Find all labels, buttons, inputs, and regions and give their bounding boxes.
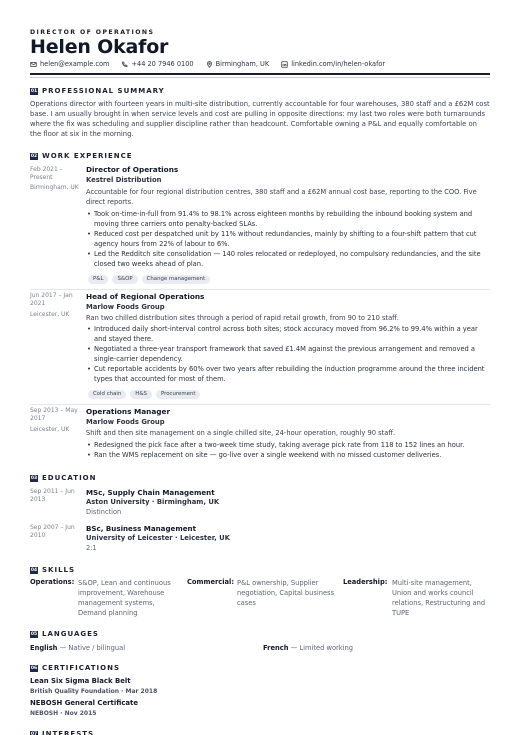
section-title: PROFESSIONAL SUMMARY — [42, 87, 165, 95]
experience-heading — [30, 152, 133, 160]
skill-tag: Cold chain — [88, 390, 126, 399]
job-tags — [88, 275, 214, 284]
job-dates: Sep 2013 – May 2017 — [30, 407, 78, 423]
language-level: — Native / bilingual — [57, 644, 126, 652]
job-org: Marlow Foods Group — [86, 303, 165, 311]
summary-heading — [30, 87, 165, 95]
cert-name: Lean Six Sigma Black Belt — [30, 677, 131, 685]
skills-heading — [30, 566, 75, 574]
section-title: INTERESTS — [42, 730, 95, 735]
job-bullets — [86, 440, 490, 460]
contact-location-text: Birmingham, UK — [215, 60, 270, 68]
skill-group-label: Operations: — [30, 578, 75, 586]
skill-tag: P&L — [88, 275, 108, 284]
skill-tag: Change management — [142, 275, 210, 284]
edu-dates: Sep 2007 – Jun 2010 — [30, 524, 75, 540]
section-title: EDUCATION — [42, 474, 97, 482]
job-dates: Jun 2017 – Jan 2021 — [30, 292, 73, 308]
section-number: 07 — [30, 731, 38, 735]
edu-institution: Aston University · Birmingham, UK — [86, 498, 220, 506]
contact-row — [30, 60, 397, 68]
certifications-heading — [30, 664, 120, 672]
education-heading — [30, 474, 96, 482]
job-dates: Feb 2021 – Present — [30, 166, 63, 182]
skill-group-text: S&OP, Lean and continuous improvement, Warehouse management systems, Demand planning — [78, 579, 171, 617]
languages-heading — [30, 630, 99, 638]
skill-group-text: P&L ownership, Supplier negotiation, Capital business cases — [237, 579, 335, 607]
job-role: Head of Regional Operations — [86, 292, 205, 301]
language-name: French — [263, 644, 289, 652]
job-bullet: • Took on-time-in-full from 91.4% to 98.1% across eighteen months by rebuilding the inbound booking system and moving three carriers onto penalty-backed SLAs. — [86, 209, 490, 229]
phone-icon — [121, 61, 128, 68]
job-bullet: • Led the Redditch site consolidation — 140 roles relocated or redeployed, no compulsory redundancies, and the site closed two weeks ahead of plan. — [86, 249, 490, 269]
contact-linkedin[interactable] — [281, 60, 385, 68]
contact-linkedin-text: linkedin.com/in/helen-okafor — [291, 60, 386, 68]
contact-phone[interactable] — [121, 60, 193, 68]
job-description: Shift and then site management on a single chilled site, 24-hour operation, roughly 90 staff. — [86, 429, 396, 437]
job-bullet: • Redesigned the pick face after a two-week time study, taking average pick rate from 118 to 152 lines an hour. — [86, 440, 490, 450]
job-bullet: • Reduced cost per despatched unit by 11% without redundancies, mainly by shifting to a four-shift pattern that cut agency hours from 22% of labour to 6%. — [86, 229, 490, 249]
edu-note: Distinction — [86, 508, 122, 516]
job-bullets — [86, 324, 490, 384]
job-title-eyebrow: DIRECTOR OF OPERATIONS — [30, 29, 155, 36]
section-number: 01 — [30, 88, 38, 94]
contact-phone-text: +44 20 7946 0100 — [131, 60, 194, 68]
edu-degree: MSc, Supply Chain Management — [86, 488, 215, 497]
skill-tag: S&OP — [112, 275, 137, 284]
job-location: Birmingham, UK — [30, 184, 79, 191]
section-title: CERTIFICATIONS — [42, 664, 121, 672]
job-bullet: • Ran the WMS replacement on site — go-live over a single weekend with no missed customer deliveries. — [86, 450, 490, 460]
section-title: WORK EXPERIENCE — [42, 152, 133, 160]
job-location: Leicester, UK — [30, 311, 70, 318]
header-rule — [30, 73, 490, 75]
mail-icon — [30, 61, 37, 68]
job-location: Leicester, UK — [30, 426, 70, 433]
interests-heading — [30, 730, 94, 735]
language-item — [263, 644, 353, 652]
section-number: 02 — [30, 153, 38, 159]
job-description: Accountable for four regional distribution centres, 380 staff and a £62M annual cost base, reporting to the COO. Five direct reports. — [86, 188, 477, 206]
skill-group-label: Leadership: — [343, 578, 388, 586]
contact-email[interactable] — [30, 60, 109, 68]
job-bullet: • Negotiated a three-year transport framework that saved £1.4M against the previous arrangement and removed a single-carrier dependency. — [86, 344, 490, 364]
language-level: — Limited working — [288, 644, 353, 652]
skill-group-text: Multi-site management, Union and works council relations, Restructuring and TUPE — [392, 579, 486, 617]
skill-tag: Procurement — [156, 390, 200, 399]
header-rule-thin — [30, 77, 490, 78]
language-name: English — [30, 644, 58, 652]
section-title: SKILLS — [42, 566, 76, 574]
section-number: 05 — [30, 631, 38, 637]
section-number: 06 — [30, 665, 38, 671]
job-description: Ran two chilled distribution sites through a period of rapid retail growth, from 90 to 210 staff. — [86, 314, 399, 322]
job-tags — [88, 390, 204, 399]
job-org: Marlow Foods Group — [86, 418, 165, 426]
job-role: Director of Operations — [86, 165, 179, 174]
job-role: Operations Manager — [86, 407, 171, 416]
skill-group-label: Commercial: — [187, 578, 235, 586]
edu-degree: BSc, Business Management — [86, 524, 196, 533]
linkedin-icon — [281, 61, 288, 68]
summary-text: Operations director with fourteen years in multi-site distribution, currently accountable for four warehouses, 380 staff and a £62M cost base. I am usually brought in when service levels and cost are pulling in opposite directions: my last two roles were both turnarounds where the fix was scheduling and supplier discipline rather than headcount. Comfortable owning a P&L and equally comfortable on the floor at six in the morning. — [30, 100, 490, 138]
job-divider — [30, 404, 490, 405]
contact-email-text: helen@example.com — [40, 60, 110, 68]
cert-name: NEBOSH General Certificate — [30, 699, 139, 707]
edu-dates: Sep 2011 – Jun 2013 — [30, 488, 75, 504]
cert-issuer: NEBOSH · Nov 2015 — [30, 710, 97, 717]
skill-tag: H&S — [130, 390, 152, 399]
contact-location — [206, 60, 270, 68]
job-org: Kestrel Distribution — [86, 176, 162, 184]
edu-note: 2:1 — [86, 544, 97, 552]
cert-issuer: British Quality Foundation · Mar 2018 — [30, 688, 158, 695]
candidate-name: Helen Okafor — [30, 36, 169, 58]
section-title: LANGUAGES — [42, 630, 99, 638]
section-number: 03 — [30, 475, 38, 481]
job-bullet: • Cut reportable accidents by 60% over two years after rebuilding the induction programme around the three incident types that accounted for most of them. — [86, 364, 490, 384]
section-number: 04 — [30, 567, 38, 573]
location-icon — [206, 61, 213, 68]
job-bullet: • Introduced daily short-interval control across both sites; stock accuracy moved from 96.2% to 99.4% within a year and stayed there. — [86, 324, 490, 344]
language-item — [30, 644, 125, 652]
job-bullets — [86, 209, 490, 269]
job-divider — [30, 289, 490, 290]
edu-institution: University of Leicester · Leicester, UK — [86, 534, 230, 542]
